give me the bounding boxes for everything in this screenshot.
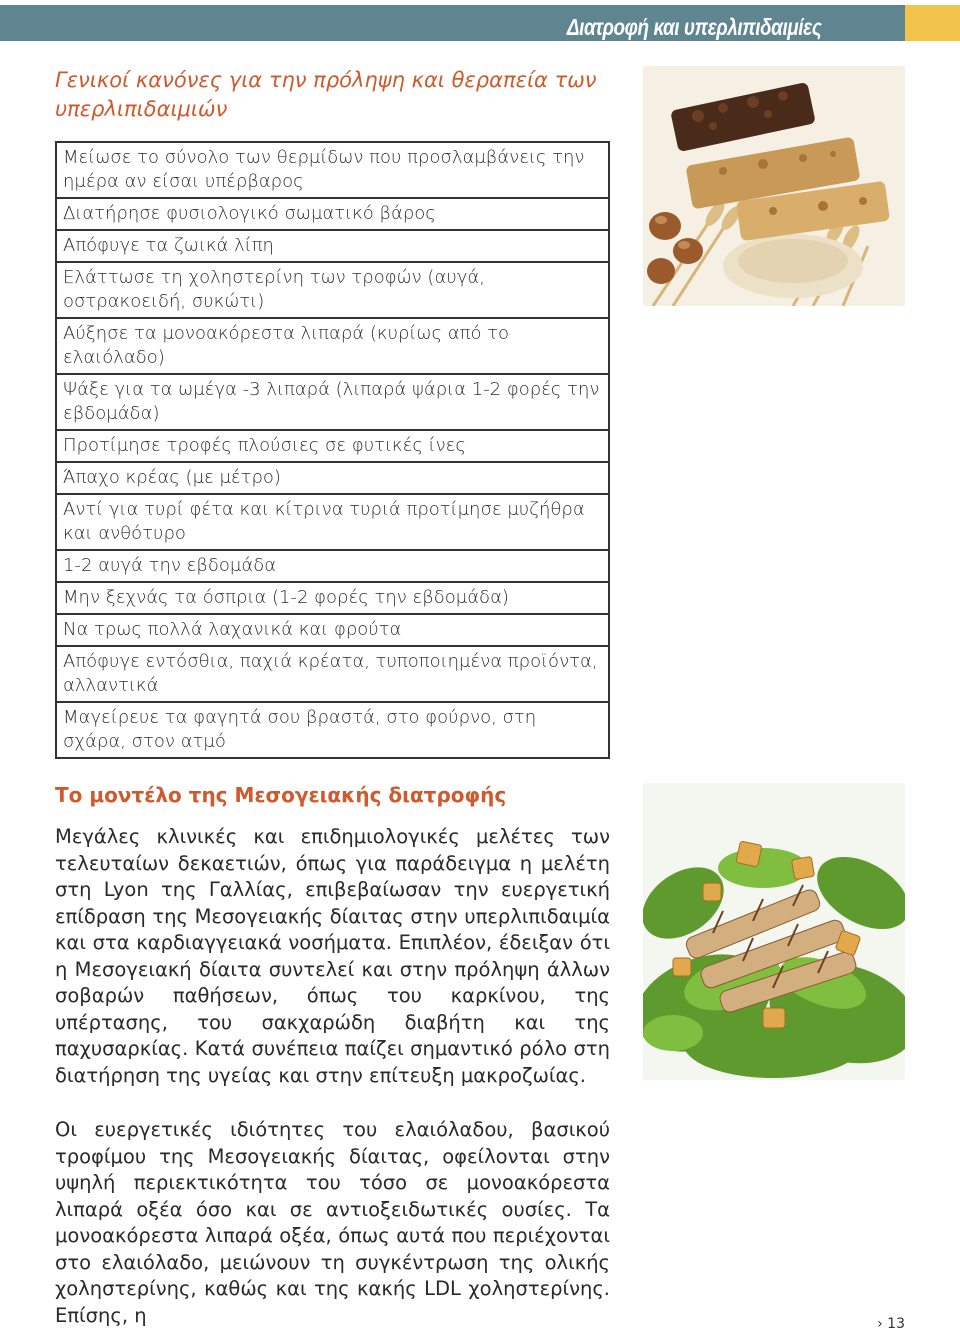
- rule-row: [56, 646, 609, 702]
- page-number: › 13: [877, 1316, 905, 1332]
- rule-text: Απόφυγε εντόσθια, παχιά κρέατα, τυποποιημένα προϊόντα, αλλαντικά: [56, 646, 609, 702]
- rule-text: Μην ξεχνάς τα όσπρια (1-2 φορές την εβδομάδα): [56, 582, 609, 614]
- rule-text: Διατήρησε φυσιολογικό σωματικό βάρος: [56, 198, 609, 230]
- mediterranean-paragraph-2: Οι ευεργετικές ιδιότητες του ελαιόλαδου, βασικού τροφίμου της Μεσογειακής δίαιτας, οφείλονται στην υψηλή περιεκτικότητα του τόσο σε μονοακόρεστα λιπαρά οξέα όσο και σε αντιοξειδωτικές ουσίες. Τα μονοακόρεστα λιπαρά οξέα, όπως αυτά που περιέχονται στο ελαιόλαδο, μειώνουν τη συγκέντρωση της ολικής χοληστερίνης, καθώς και της κακής LDL χοληστερίνης. Επίσης, η: [55, 1118, 610, 1327]
- mediterranean-heading: Το μοντέλο της Μεσογειακής διατροφής: [55, 783, 507, 807]
- rule-text: Ελάττωσε τη χοληστερίνη των τροφών (αυγά, οστρακοειδή, συκώτι): [56, 262, 609, 318]
- rule-row: [56, 614, 609, 646]
- rule-row: [56, 462, 609, 494]
- cereal-bars-photo: [643, 66, 905, 306]
- rule-text: Μείωσε το σύνολο των θερμίδων που προσλαμβάνεις την ημέρα αν είσαι υπέρβαρος: [56, 142, 609, 198]
- rule-row: [56, 374, 609, 430]
- rule-row: [56, 494, 609, 550]
- mediterranean-paragraph-1: Μεγάλες κλινικές και επιδημιολογικές μελέτες των τελευταίων δεκαετιών, όπως για παράδειγμα η μελέτη στη Lyon της Γαλλίας, επιβεβαίωσαν την ευεργετική επίδραση της Μεσογειακής δίαιτας στην υπερλιπιδαιμία και στα καρδιαγγειακά νοσήματα. Επιπλέον, έδειξαν ότι η Μεσογειακή δίαιτα συντελεί και στην πρόληψη άλλων σοβαρών παθήσεων, όπως του καρκίνου, της υπέρτασης, του σακχαρώδη διαβήτη και της παχυσαρκίας. Κατά συνέπεια παίζει σημαντικό ρόλο στη διατήρηση της υγείας και στην επίτευξη μακροζωίας.: [55, 825, 610, 1087]
- rule-text: Αύξησε τα μονοακόρεστα λιπαρά (κυρίως από το ελαιόλαδο): [56, 318, 609, 374]
- rule-text: Άπαχο κρέας (με μέτρο): [56, 462, 609, 494]
- rule-text: 1-2 αυγά την εβδομάδα: [56, 550, 609, 582]
- rule-row: [56, 550, 609, 582]
- rule-text: Αντί για τυρί φέτα και κίτρινα τυριά προτίμησε μυζήθρα και ανθότυρο: [56, 494, 609, 550]
- header-bar: [0, 5, 905, 41]
- rule-text: Ψάξε για τα ωμέγα -3 λιπαρά (λιπαρά ψάρια 1-2 φορές την εβδομάδα): [56, 374, 609, 430]
- rule-row: [56, 262, 609, 318]
- rules-table: [55, 141, 610, 759]
- rule-text: Προτίμησε τροφές πλούσιες σε φυτικές ίνες: [56, 430, 609, 462]
- rule-row: [56, 230, 609, 262]
- rule-row: [56, 198, 609, 230]
- header-title: Διατροφή και υπερλιπιδαιμίες: [566, 14, 821, 40]
- rule-row: [56, 318, 609, 374]
- rule-text: Απόφυγε τα ζωικά λίπη: [56, 230, 609, 262]
- rule-text: Μαγείρευε τα φαγητά σου βραστά, στο φούρνο, στη σχάρα, στον ατμό: [56, 702, 609, 758]
- rule-row: [56, 142, 609, 198]
- rule-row: [56, 702, 609, 758]
- header-accent-block: [905, 5, 960, 41]
- rules-section-heading: Γενικοί κανόνες για την πρόληψη και θεραπεία των υπερλιπιδαιμιών: [55, 68, 597, 121]
- rule-row: [56, 582, 609, 614]
- rule-row: [56, 430, 609, 462]
- rule-text: Να τρως πολλά λαχανικά και φρούτα: [56, 614, 609, 646]
- chicken-salad-photo: [643, 783, 905, 1080]
